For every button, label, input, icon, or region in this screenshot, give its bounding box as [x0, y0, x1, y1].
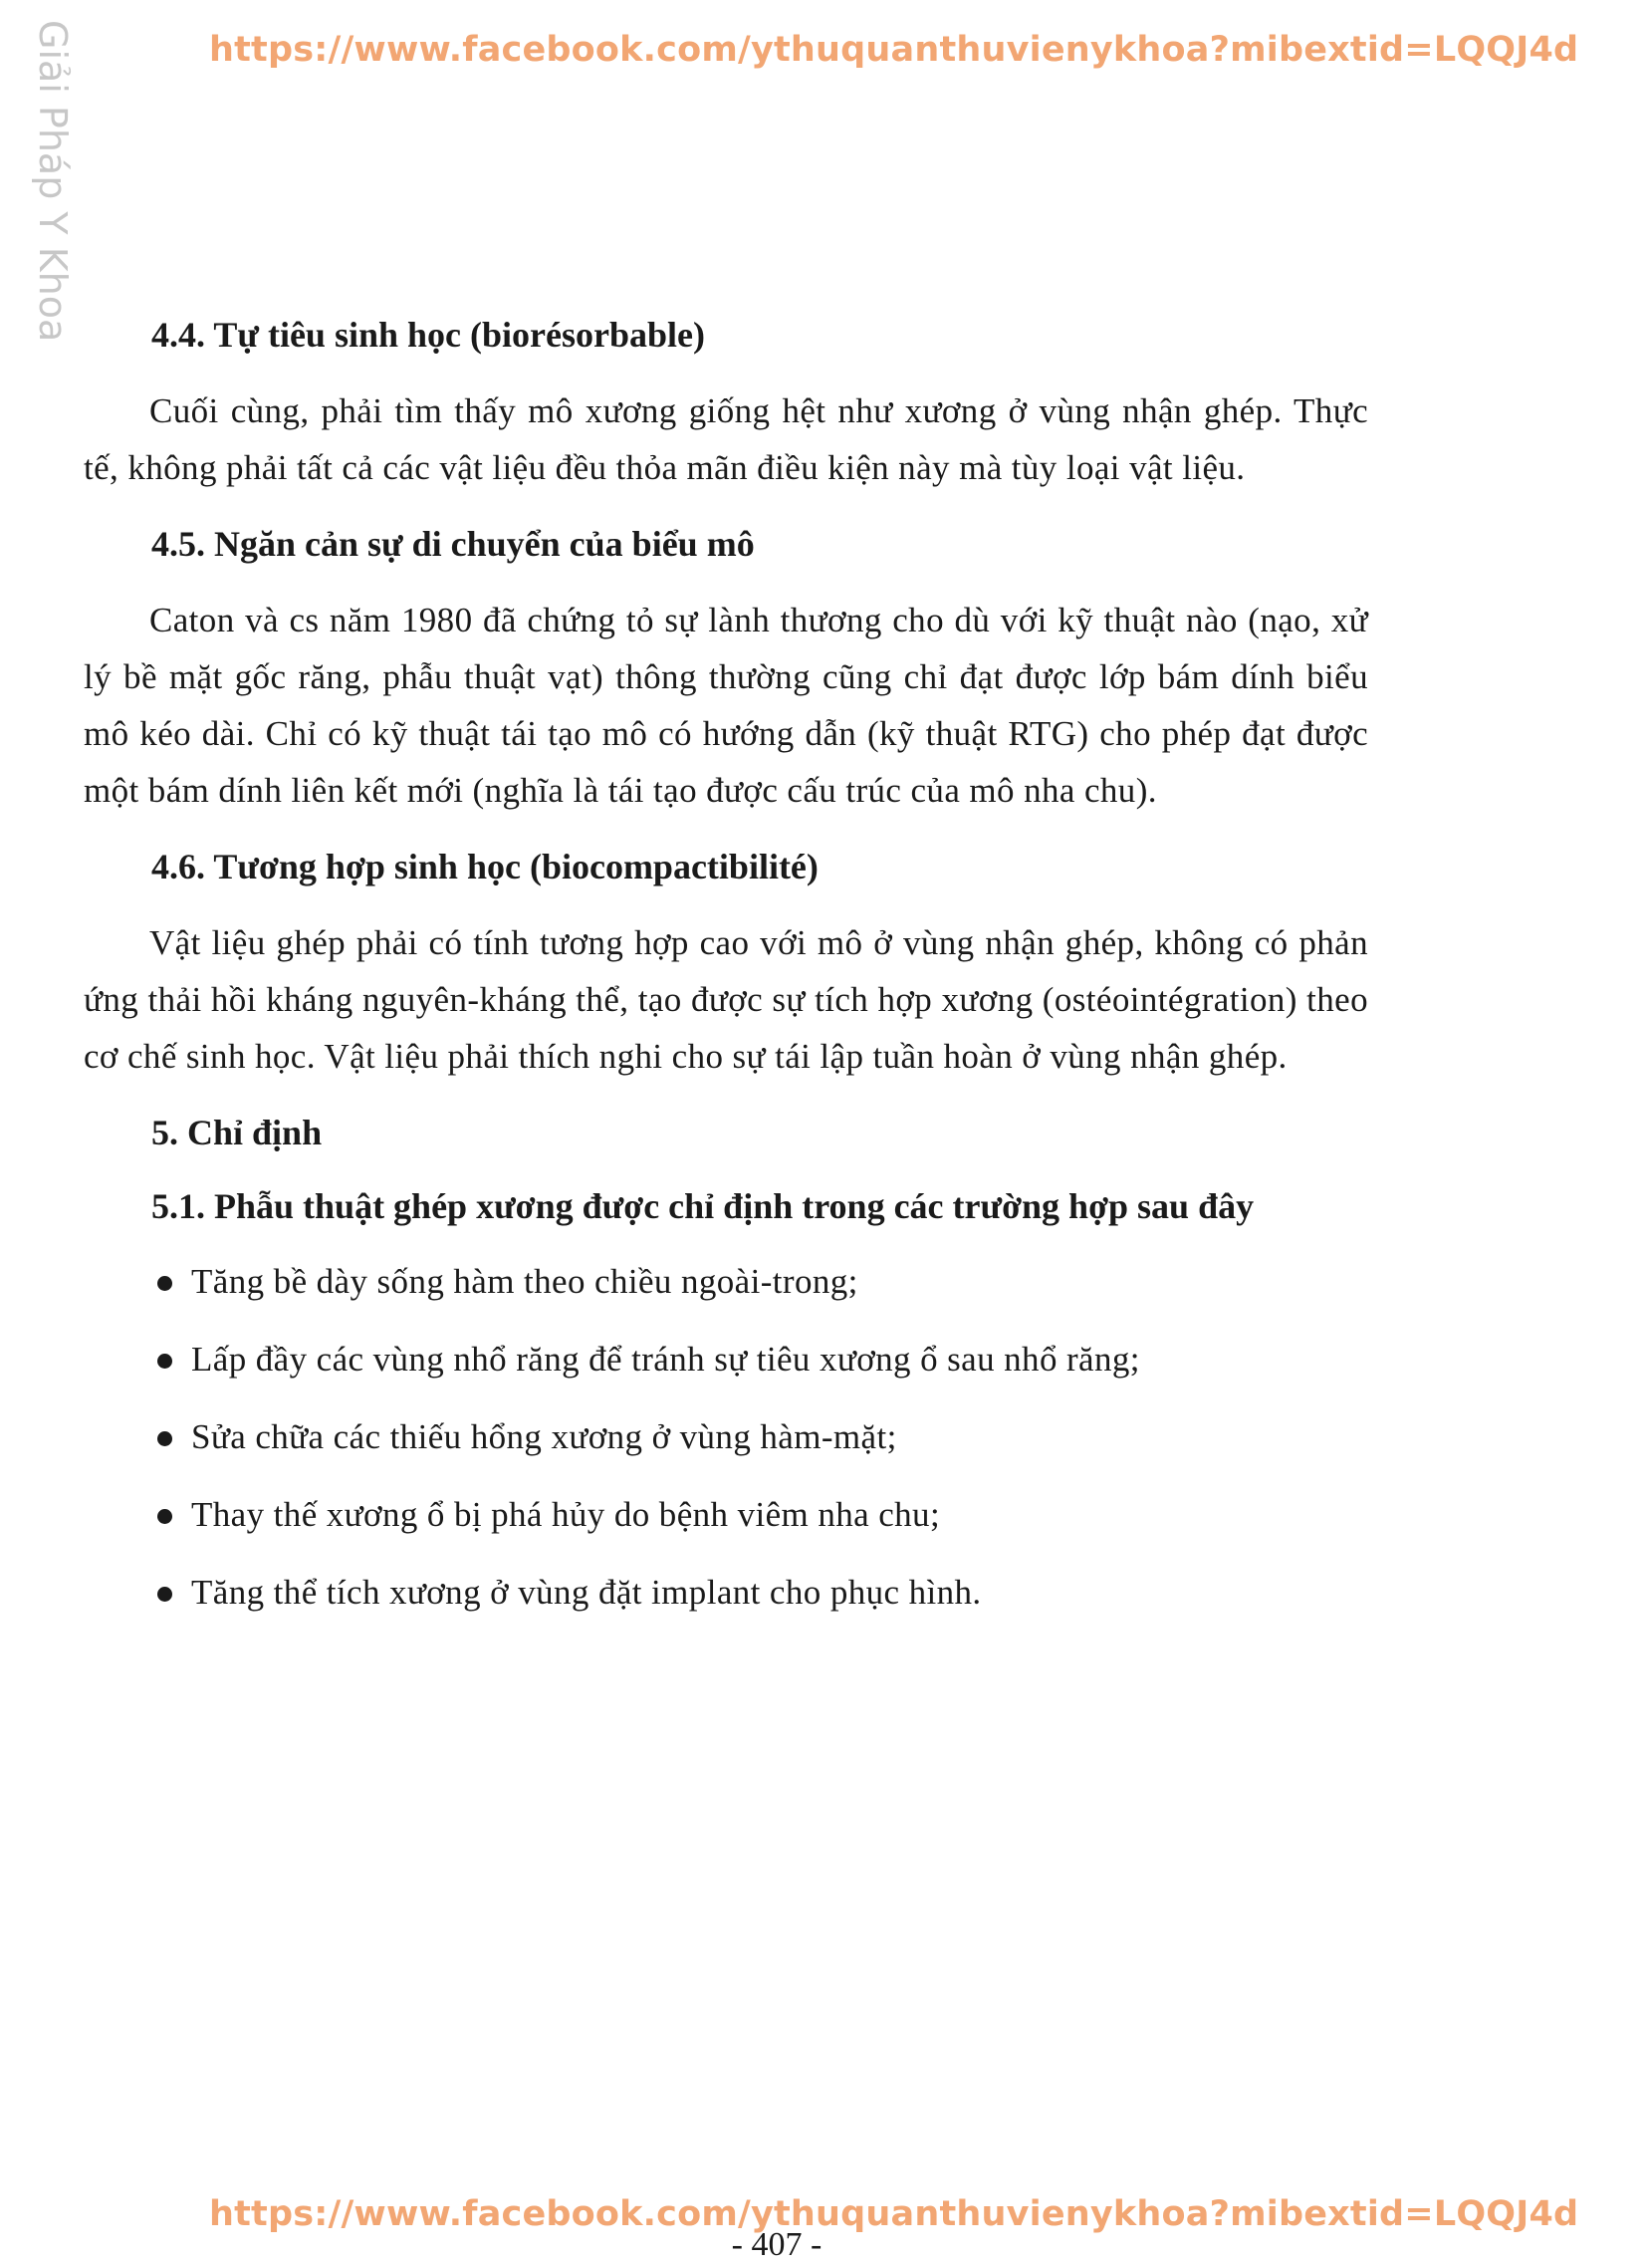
- bullet-icon: [157, 1509, 172, 1524]
- section-heading-5-1: 5.1. Phẫu thuật ghép xương được chỉ định trong các trường hợp sau đây: [151, 1186, 1255, 1226]
- bullet-icon: [157, 1354, 172, 1369]
- paragraph-4-6: Vật liệu ghép phải có tính tương hợp cao với mô ở vùng nhận ghép, không có phản ứng thải hồi kháng nguyên-kháng thể, tạo được sự tích hợp xương (ostéointégration) theo cơ chế sinh học. Vật liệu phải thích nghi cho sự tái lập tuần hoàn ở vùng nhận ghép.: [84, 923, 1368, 1076]
- paragraph-4-5: Caton và cs năm 1980 đã chứng tỏ sự lành thương cho dù với kỹ thuật nào (nạo, xử lý bề mặt gốc răng, phẫu thuật vạt) thông thường cũng chỉ đạt được lớp bám dính biểu mô kéo dài. Chỉ có kỹ thuật tái tạo mô có hướng dẫn (kỹ thuật RTG) cho phép đạt được một bám dính liên kết mới (nghĩa là tái tạo được cấu trúc của mô nha chu).: [84, 601, 1368, 810]
- paragraph-4-4: Cuối cùng, phải tìm thấy mô xương giống hệt như xương ở vùng nhận ghép. Thực tế, không phải tất cả các vật liệu đều thỏa mãn điều kiện này mà tùy loại vật liệu.: [84, 391, 1368, 487]
- indication-list: [84, 1254, 1368, 1621]
- list-item: [155, 1409, 1368, 1465]
- list-item: [155, 1565, 1368, 1621]
- list-item: [155, 1332, 1368, 1387]
- list-item-text: Tăng thể tích xương ở vùng đặt implant cho phục hình.: [191, 1573, 982, 1612]
- list-item: [155, 1487, 1368, 1543]
- watermark-url-top: https://www.facebook.com/ythuquanthuvienykhoa?mibextid=LQQJ4d: [209, 30, 1579, 70]
- section-heading-5: 5. Chỉ định: [151, 1113, 323, 1152]
- list-item-text: Sửa chữa các thiếu hổng xương ở vùng hàm-mặt;: [191, 1417, 897, 1456]
- bullet-icon: [157, 1431, 172, 1446]
- bullet-icon: [157, 1276, 172, 1291]
- section-heading-4-5: 4.5. Ngăn cản sự di chuyển của biểu mô: [151, 524, 755, 564]
- section-heading-4-4: 4.4. Tự tiêu sinh học (biorésorbable): [151, 315, 705, 355]
- list-item-text: Tăng bề dày sống hàm theo chiều ngoài-trong;: [191, 1262, 858, 1301]
- list-item-text: Thay thế xương ổ bị phá hủy do bệnh viêm nha chu;: [191, 1495, 941, 1534]
- section-heading-4-6: 4.6. Tương hợp sinh học (biocompactibilité): [151, 847, 819, 886]
- watermark-url-bottom: https://www.facebook.com/ythuquanthuvienykhoa?mibextid=LQQJ4d: [209, 2194, 1579, 2234]
- list-item: [155, 1254, 1368, 1310]
- document-body: [84, 309, 1368, 1642]
- page-number: - 407 -: [731, 2226, 823, 2263]
- list-item-text: Lấp đầy các vùng nhổ răng để tránh sự tiêu xương ổ sau nhổ răng;: [191, 1340, 1140, 1379]
- side-watermark: Giải Pháp Y Khoa: [31, 20, 75, 343]
- bullet-icon: [157, 1587, 172, 1602]
